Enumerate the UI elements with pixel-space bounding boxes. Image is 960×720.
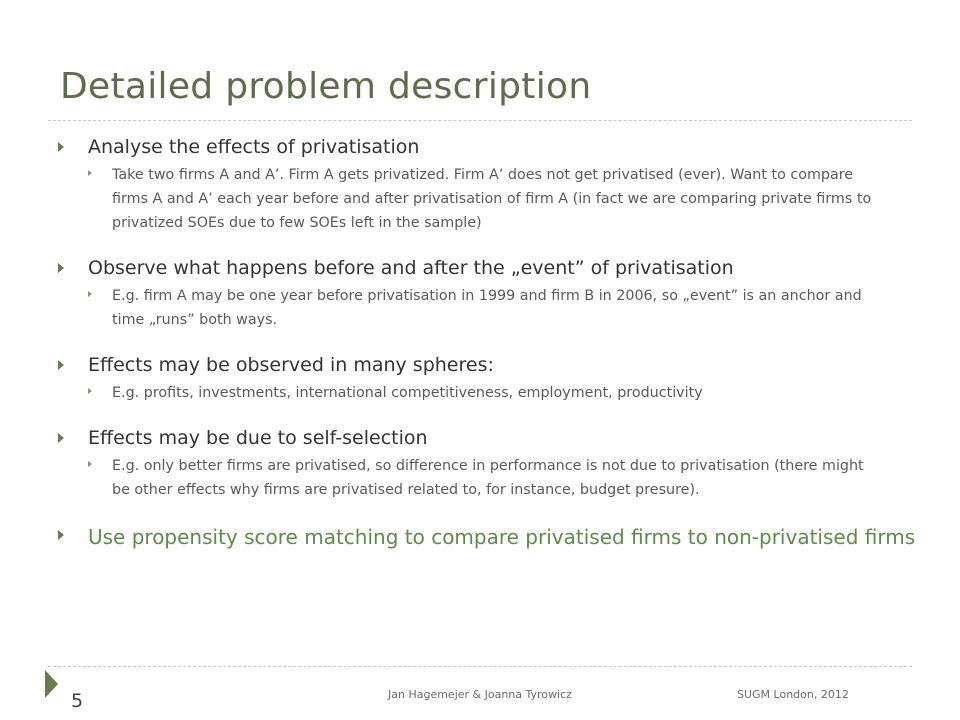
bullet-level1 <box>56 425 916 451</box>
bullet-text: Effects may be observed in many spheres: <box>88 354 494 376</box>
bullet-text: Use propensity score matching to compare privatised firms to non-privatised firms <box>88 525 916 549</box>
bullet-level1 <box>56 255 916 281</box>
bullet-item <box>56 352 916 405</box>
bullet-text: Observe what happens before and after the „event” of privatisation <box>88 257 734 279</box>
sub-bullet-text: E.g. firm A may be one year before privatisation in 1999 and firm B in 2006, so „event” is an anchor and time „runs” both ways. <box>112 288 862 328</box>
sub-bullet-text: E.g. only better firms are privatised, so difference in performance is not due to privatisation (there might be other effects why firms are privatised related to, for instance, budget presure). <box>112 458 864 498</box>
footer-divider <box>48 666 912 667</box>
bullet-arrow-icon <box>58 263 64 273</box>
sub-bullet-arrow-icon <box>88 461 92 467</box>
title-divider <box>48 120 912 121</box>
bullet-level1 <box>56 352 916 378</box>
bullet-arrow-icon <box>58 142 64 152</box>
footer-authors: Jan Hagemejer & Joanna Tyrowicz <box>388 688 572 701</box>
slide-content <box>56 134 916 552</box>
sub-bullet-text: Take two firms A and A’. Firm A gets privatized. Firm A’ does not get privatised (ever). Want to compare firms A and A’ each year before and after privatisation of firm A (in fact we are comparing private firms to privatized SOEs due to few SOEs left in the sample) <box>112 167 872 231</box>
bullet-text: Effects may be due to self-selection <box>88 427 428 449</box>
bullet-arrow-icon <box>58 360 64 370</box>
bullet-item <box>56 134 916 235</box>
footer-event: SUGM London, 2012 <box>737 688 849 701</box>
bullet-arrow-icon <box>58 433 64 443</box>
sub-bullet-arrow-icon <box>88 170 92 176</box>
sub-bullet-arrow-icon <box>88 291 92 297</box>
bullet-level1 <box>56 134 916 160</box>
sub-bullet <box>88 381 916 405</box>
sub-bullet-arrow-icon <box>88 388 92 394</box>
bullet-text: Analyse the effects of privatisation <box>88 136 420 158</box>
bullet-item <box>56 425 916 502</box>
sub-bullet <box>88 284 916 332</box>
sub-bullet <box>88 454 916 502</box>
sub-bullet-text: E.g. profits, investments, international competitiveness, employment, productivity <box>112 385 703 401</box>
slide-title: Detailed problem description <box>60 66 592 107</box>
bullet-item <box>56 255 916 332</box>
corner-arrow-icon <box>45 670 58 698</box>
page-number: 5 <box>71 690 84 712</box>
bullet-arrow-icon <box>58 530 64 540</box>
bullet-item <box>56 522 916 552</box>
bullet-level1-conclusion <box>56 522 916 552</box>
sub-bullet <box>88 163 916 235</box>
